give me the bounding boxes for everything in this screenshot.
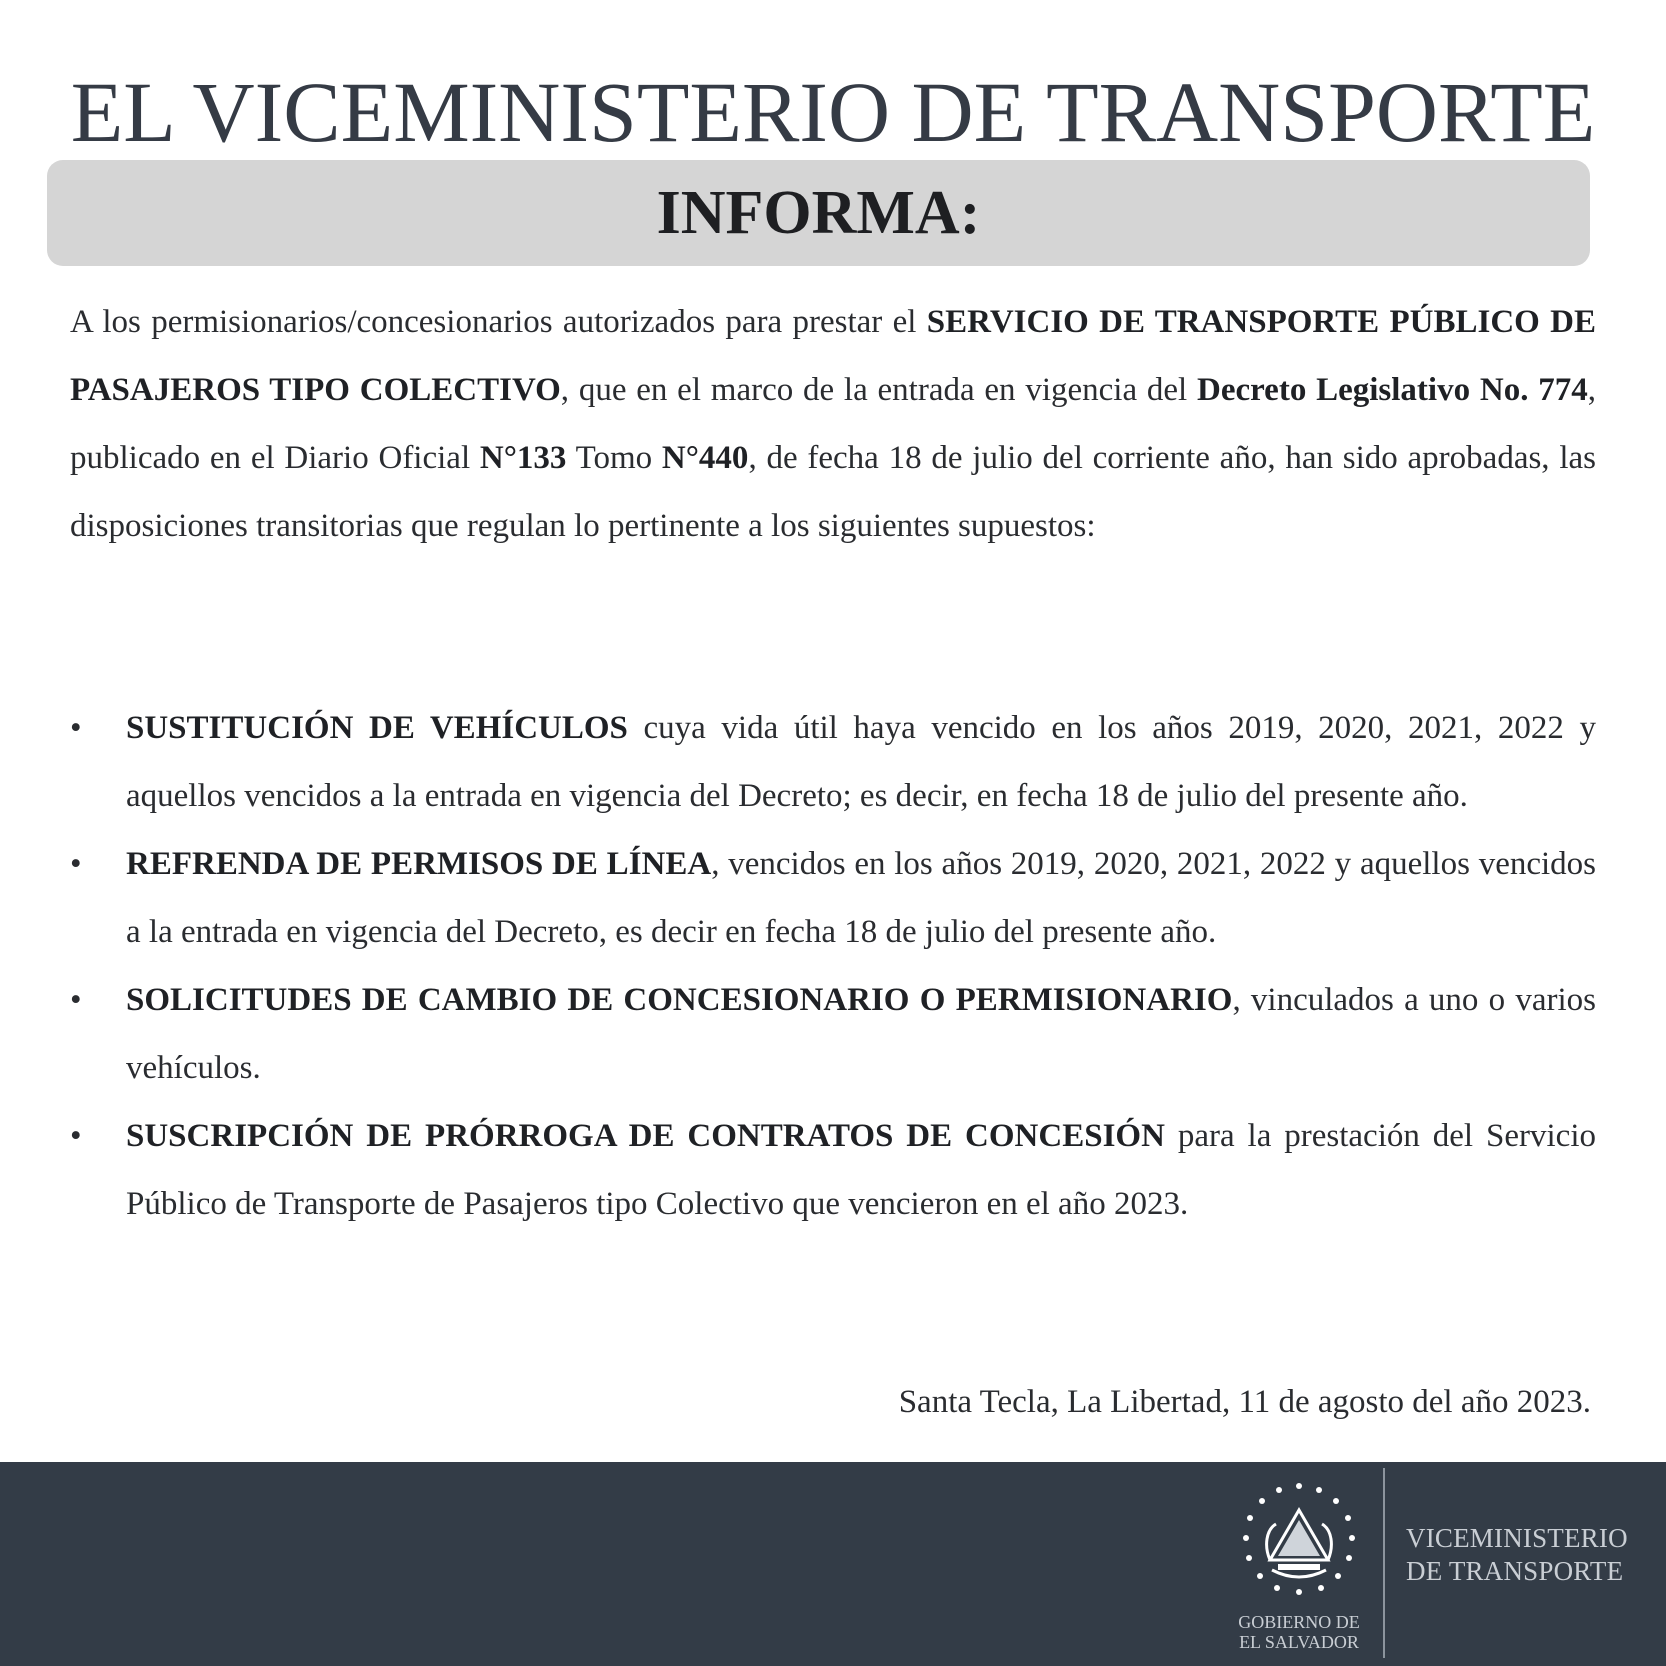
intro-text-5: , de fecha 18 de julio del corriente año, han sido aprobadas, las disposiciones transitorias que regulan lo pertinente a los siguientes supuestos:	[70, 440, 1596, 544]
list-item-text: , vinculados a uno o varios vehículos.	[126, 982, 1596, 1086]
list-item-title: SUSTITUCIÓN DE VEHÍCULOS	[126, 710, 628, 746]
intro-text-3: , publicado en el Diario Oficial	[70, 372, 1596, 476]
agency-line-2: DE TRANSPORTE	[1406, 1556, 1624, 1586]
place-and-date: Santa Tecla, La Libertad, 11 de agosto del año 2023.	[898, 1384, 1591, 1420]
list-item	[70, 694, 1596, 830]
list-item-title: SUSCRIPCIÓN DE PRÓRROGA DE CONTRATOS DE CONCESIÓN	[126, 1118, 1165, 1154]
list-item	[70, 966, 1596, 1102]
page-title: EL VICEMINISTERIO DE TRANSPORTE	[70, 64, 1596, 160]
intro-text-1: A los permisionarios/concesionarios autorizados para prestar el	[70, 304, 927, 340]
government-line-1: GOBIERNO DE	[1238, 1612, 1360, 1632]
list-item-text: , vencidos en los años 2019, 2020, 2021, 2022 y aquellos vencidos a la entrada en vigencia del Decreto, es decir en fecha 18 de julio del presente año.	[126, 846, 1597, 950]
list-item-text: para la prestación del Servicio Público de Transporte de Pasajeros tipo Colectivo que vencieron en el año 2023.	[126, 1118, 1596, 1222]
list-item	[70, 830, 1596, 966]
footer-divider	[1383, 1468, 1385, 1658]
bullet-icon: •	[70, 710, 82, 746]
intro-bold-service: SERVICIO DE TRANSPORTE PÚBLICO DE PASAJEROS TIPO COLECTIVO	[70, 304, 1596, 408]
agency-logo-text	[1406, 1522, 1656, 1588]
bullet-icon: •	[70, 982, 82, 1018]
list-item-title: SOLICITUDES DE CAMBIO DE CONCESIONARIO O PERMISIONARIO	[126, 982, 1233, 1018]
intro-text-2: , que en el marco de la entrada en vigencia del	[560, 372, 1197, 408]
bullet-icon: •	[70, 846, 82, 882]
list-item-title: REFRENDA DE PERMISOS DE LÍNEA	[126, 846, 712, 882]
footer-bar	[0, 1462, 1666, 1666]
list-item-text: cuya vida útil haya vencido en los años 2019, 2020, 2021, 2022 y aquellos vencidos a la entrada en vigencia del Decreto; es decir, en fecha 18 de julio del presente año.	[126, 710, 1596, 814]
coat-of-arms-icon	[1236, 1480, 1362, 1606]
intro-bold-tomo: N°440	[661, 440, 749, 476]
intro-text-4: Tomo	[566, 440, 662, 476]
agency-line-1: VICEMINISTERIO	[1406, 1523, 1628, 1553]
informa-heading: INFORMA:	[656, 179, 981, 247]
government-line-2: EL SALVADOR	[1239, 1632, 1359, 1652]
informa-banner	[47, 160, 1590, 266]
intro-paragraph	[70, 288, 1596, 560]
intro-bold-number: N°133	[479, 440, 567, 476]
list-item	[70, 1102, 1596, 1238]
provisions-list	[70, 694, 1596, 1238]
intro-bold-decree: Decreto Legislativo No. 774	[1197, 372, 1588, 408]
government-label	[1218, 1612, 1380, 1652]
bullet-icon: •	[70, 1118, 82, 1154]
